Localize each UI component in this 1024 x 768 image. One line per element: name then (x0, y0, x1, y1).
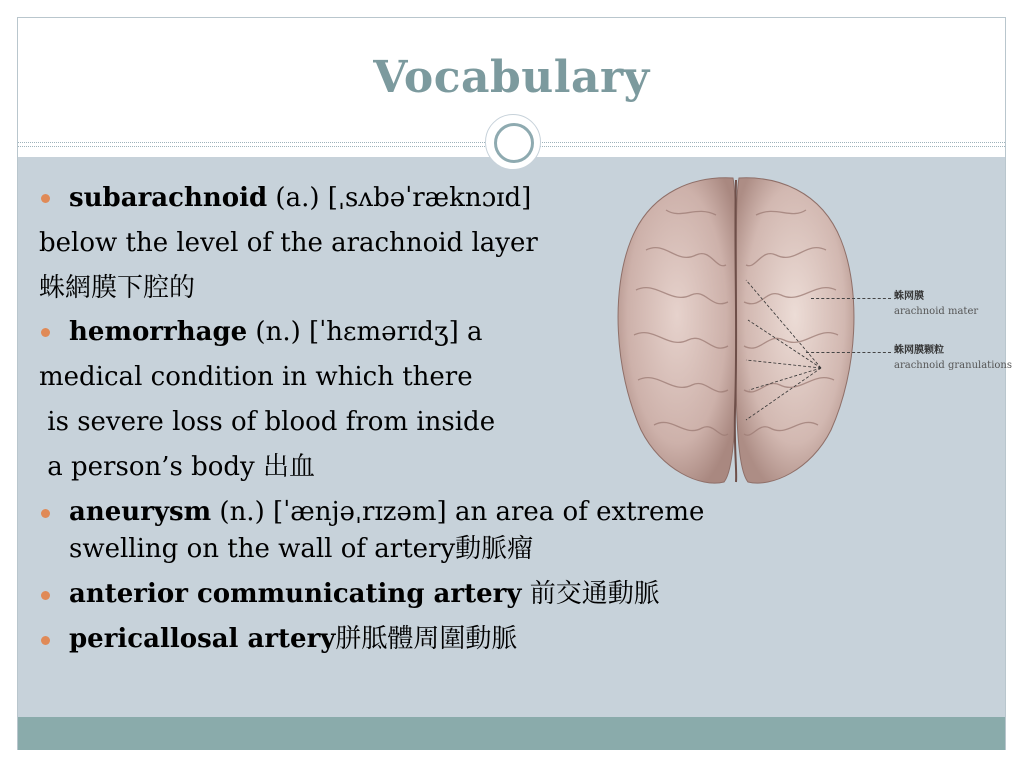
vocab-entry-aneurysm (69, 497, 704, 527)
bullet-4 (41, 591, 50, 600)
definition-line: medical condition in which there (39, 362, 473, 392)
pronunciation: [ˈænjəˌrɪzəm] an area of extreme (272, 497, 705, 527)
definition-line: a person’s body 出血 (39, 452, 315, 482)
vocab-entry-anterior-communicating-artery (69, 579, 660, 609)
pos-label: (n.) (211, 497, 273, 527)
term-pericallosal-artery: pericallosal artery (69, 624, 336, 654)
bullet-1 (41, 194, 50, 203)
slide-title: Vocabulary (373, 52, 650, 103)
term-hemorrhage: hemorrhage (69, 317, 248, 347)
label2-leader-line (806, 352, 891, 353)
arachnoid-granulations-label-en: arachnoid granulations (894, 360, 1012, 371)
translation: 前交通動脈 (521, 579, 660, 609)
vocab-entry-pericallosal-artery (69, 624, 517, 654)
definition-line: swelling on the wall of artery動脈瘤 (69, 534, 534, 564)
pronunciation: [ˌsʌbəˈræknɔɪd] (327, 183, 532, 213)
pos-label: (a.) (267, 183, 328, 213)
bullet-5 (41, 636, 50, 645)
term-anterior-communicating-artery: anterior communicating artery (69, 579, 522, 609)
arachnoid-granulations-label-cn: 蛛网膜颗粒 (894, 345, 944, 356)
ornament-inner-ring (494, 123, 534, 163)
translation-line: 蛛網膜下腔的 (39, 273, 196, 303)
pronunciation: [ˈhɛmərɪdʒ] a (309, 317, 483, 347)
term-aneurysm: aneurysm (69, 497, 212, 527)
brain-left-hemisphere (618, 178, 736, 483)
bullet-3 (41, 509, 50, 518)
footer-bar (18, 717, 1005, 750)
arachnoid-mater-label-en: arachnoid mater (894, 306, 979, 317)
brain-right-hemisphere (736, 178, 854, 483)
vocab-entry-subarachnoid (69, 183, 531, 213)
brain-figure (606, 170, 866, 492)
arachnoid-mater-label-cn: 蛛网膜 (894, 291, 924, 302)
label1-leader-line (811, 298, 891, 299)
title-ornament-circle (485, 114, 541, 170)
translation: 胼胝體周圍動脈 (335, 624, 518, 654)
definition-line: below the level of the arachnoid layer (39, 228, 538, 258)
bullet-2 (41, 328, 50, 337)
definition-line: is severe loss of blood from inside (39, 407, 496, 437)
term-subarachnoid: subarachnoid (69, 183, 268, 213)
vocab-entry-hemorrhage (69, 317, 483, 347)
pos-label: (n.) (247, 317, 309, 347)
